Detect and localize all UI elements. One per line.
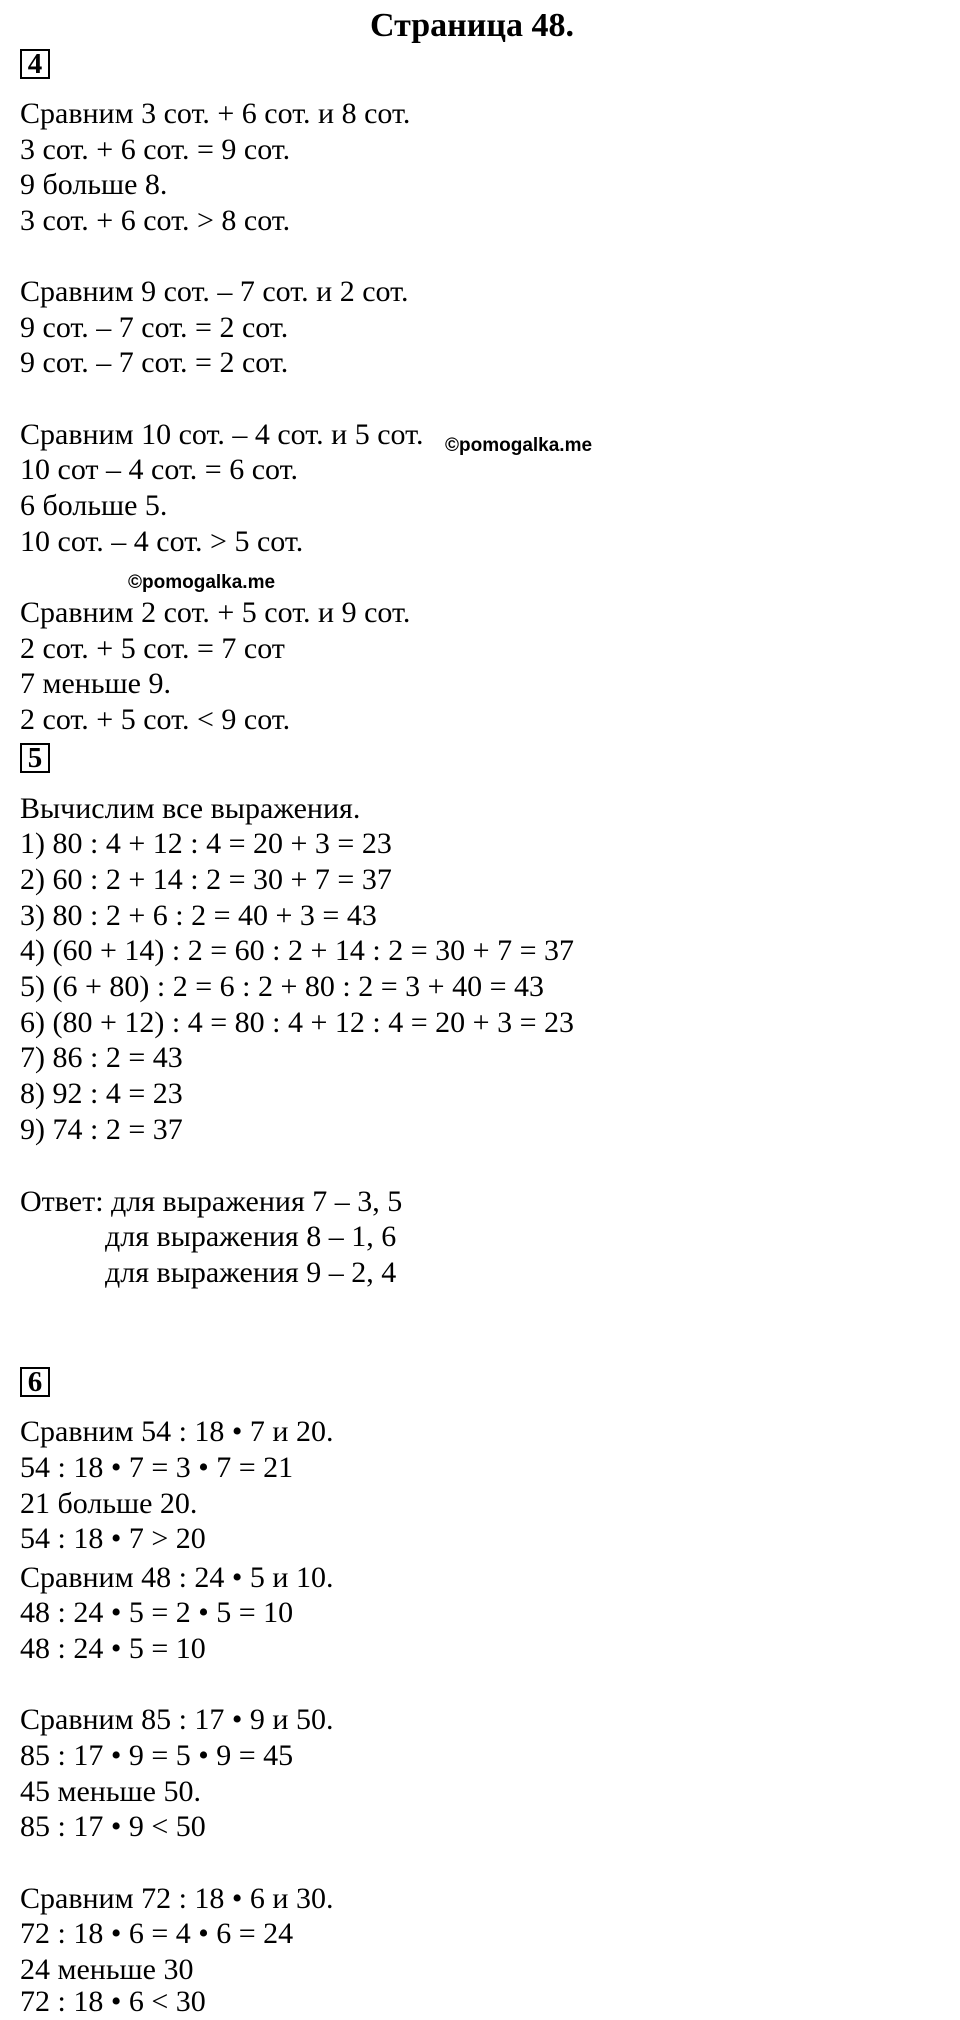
task-number-5: 5: [20, 743, 50, 773]
task5-line: 8) 92 : 4 = 23: [20, 1077, 183, 1110]
task4-line: 3 сот. + 6 сот. > 8 сот.: [20, 204, 291, 237]
task5-line: Вычислим все выражения.: [20, 792, 361, 825]
task4-line: Сравним 10 сот. – 4 сот. и 5 сот.: [20, 418, 424, 451]
task4-line: 9 сот. – 7 сот. = 2 сот.: [20, 311, 289, 344]
answer-line: для выражения 8 – 1, 6: [105, 1220, 397, 1253]
watermark: ©pomogalka.me: [128, 572, 276, 593]
answer-line: Ответ: для выражения 7 – 3, 5: [20, 1185, 403, 1218]
task5-line: 3) 80 : 2 + 6 : 2 = 40 + 3 = 43: [20, 899, 377, 932]
task4-line: 7 меньше 9.: [20, 667, 171, 700]
task6-line: 85 : 17 • 9 = 5 • 9 = 45: [20, 1739, 294, 1772]
task4-line: Сравним 3 сот. + 6 сот. и 8 сот.: [20, 97, 411, 130]
task6-line: 24 меньше 30: [20, 1953, 194, 1986]
task4-line: 10 сот – 4 сот. = 6 сот.: [20, 453, 298, 486]
task5-line: 4) (60 + 14) : 2 = 60 : 2 + 14 : 2 = 30 + 7 = 37: [20, 934, 574, 967]
task6-line: 54 : 18 • 7 > 20: [20, 1522, 206, 1555]
task5-line: 5) (6 + 80) : 2 = 6 : 2 + 80 : 2 = 3 + 40 = 43: [20, 970, 544, 1003]
answer-line: для выражения 9 – 2, 4: [105, 1256, 397, 1289]
task6-line: Сравним 48 : 24 • 5 и 10.: [20, 1561, 334, 1594]
task5-line: 1) 80 : 4 + 12 : 4 = 20 + 3 = 23: [20, 827, 392, 860]
task4-line: 10 сот. – 4 сот. > 5 сот.: [20, 525, 304, 558]
task-number-6: 6: [20, 1367, 50, 1397]
task6-line: 54 : 18 • 7 = 3 • 7 = 21: [20, 1451, 294, 1484]
task4-line: 9 сот. – 7 сот. = 2 сот.: [20, 346, 289, 379]
task4-line: 2 сот. + 5 сот. = 7 сот: [20, 632, 285, 665]
task4-line: 6 больше 5.: [20, 489, 168, 522]
task6-line: Сравним 72 : 18 • 6 и 30.: [20, 1882, 334, 1915]
task4-line: 9 больше 8.: [20, 168, 168, 201]
task5-line: 9) 74 : 2 = 37: [20, 1113, 183, 1146]
task6-line: 45 меньше 50.: [20, 1775, 201, 1808]
task4-line: Сравним 9 сот. – 7 сот. и 2 сот.: [20, 275, 409, 308]
watermark: ©pomogalka.me: [445, 435, 593, 456]
task6-line: 48 : 24 • 5 = 10: [20, 1632, 206, 1665]
task6-line: 72 : 18 • 6 = 4 • 6 = 24: [20, 1917, 294, 1950]
task5-line: 2) 60 : 2 + 14 : 2 = 30 + 7 = 37: [20, 863, 392, 896]
task5-line: 6) (80 + 12) : 4 = 80 : 4 + 12 : 4 = 20 + 3 = 23: [20, 1006, 574, 1039]
task6-line: 48 : 24 • 5 = 2 • 5 = 10: [20, 1596, 294, 1629]
task4-line: 3 сот. + 6 сот. = 9 сот.: [20, 133, 291, 166]
task6-line: Сравним 54 : 18 • 7 и 20.: [20, 1415, 334, 1448]
task5-line: 7) 86 : 2 = 43: [20, 1041, 183, 1074]
task-number-4: 4: [20, 49, 50, 79]
task6-line: 85 : 17 • 9 < 50: [20, 1810, 206, 1843]
page-title: Страница 48.: [370, 7, 574, 44]
task4-line: Сравним 2 сот. + 5 сот. и 9 сот.: [20, 596, 411, 629]
task6-line: 72 : 18 • 6 < 30: [20, 1985, 206, 2018]
task6-line: Сравним 85 : 17 • 9 и 50.: [20, 1703, 334, 1736]
task4-line: 2 сот. + 5 сот. < 9 сот.: [20, 703, 291, 736]
task6-line: 21 больше 20.: [20, 1487, 198, 1520]
